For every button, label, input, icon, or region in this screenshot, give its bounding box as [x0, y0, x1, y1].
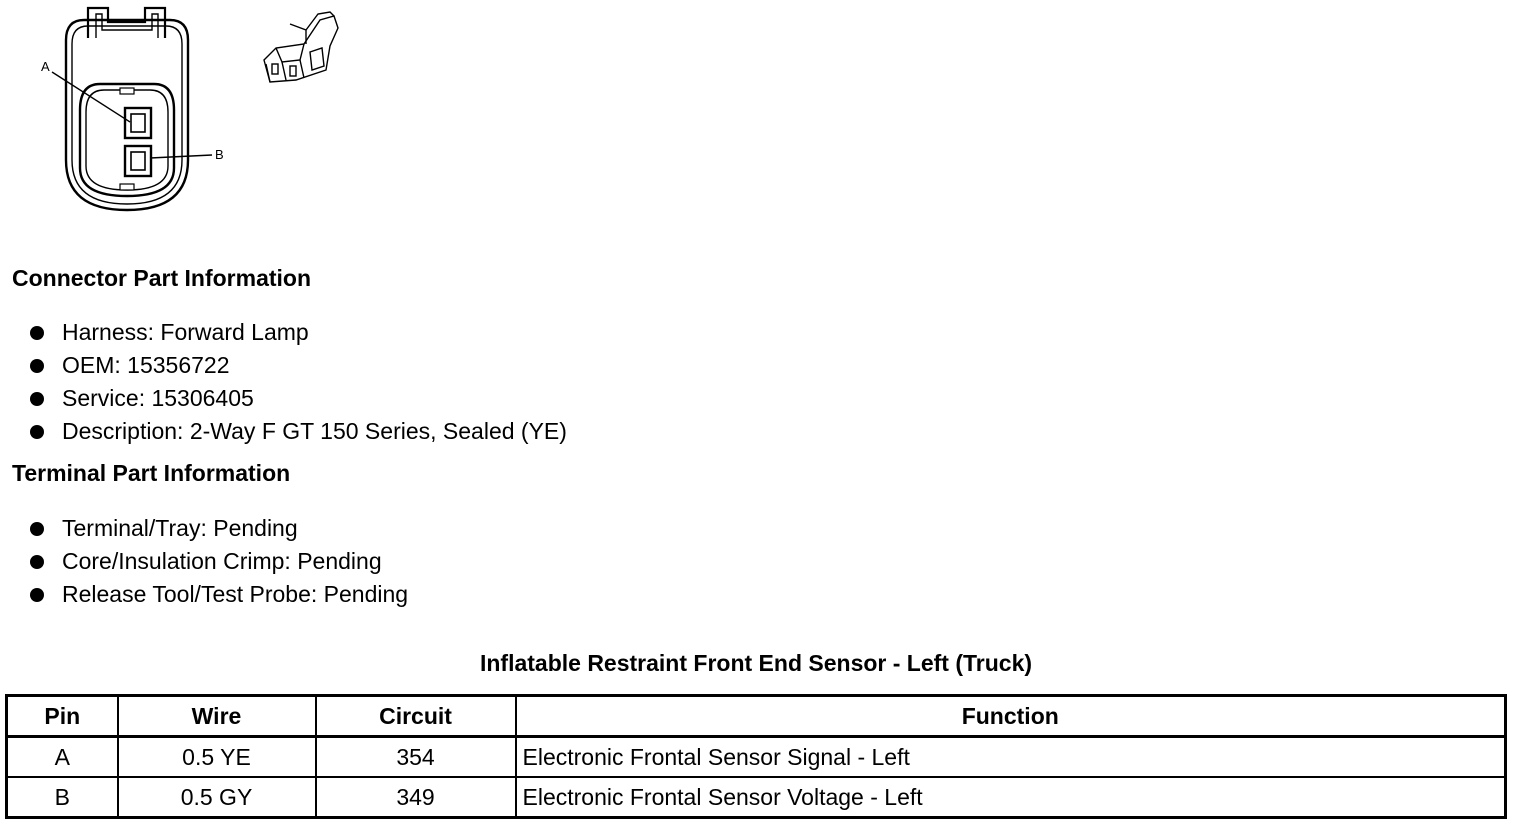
function-cell: Electronic Frontal Sensor Voltage - Left	[516, 777, 1506, 818]
connector-part-info-list	[28, 316, 567, 448]
connector-diagram	[0, 0, 360, 230]
connector-face-drawing	[0, 0, 360, 230]
wire-cell: 0.5 GY	[118, 777, 316, 818]
function-cell: Electronic Frontal Sensor Signal - Left	[516, 737, 1506, 778]
list-item: Harness: Forward Lamp	[28, 316, 567, 349]
pin-table-title: Inflatable Restraint Front End Sensor - Left (Truck)	[479, 650, 1033, 676]
column-header-function: Function	[516, 696, 1506, 737]
column-header-circuit: Circuit	[316, 696, 516, 737]
list-item: Service: 15306405	[28, 382, 567, 415]
list-item: OEM: 15356722	[28, 349, 567, 382]
connector-part-info-heading: Connector Part Information	[12, 265, 312, 291]
bullet-icon	[30, 359, 44, 373]
circuit-cell: 349	[316, 777, 516, 818]
pin-table	[5, 694, 1507, 819]
table-row	[7, 777, 1506, 818]
terminal-part-info-list	[28, 512, 408, 611]
bullet-icon	[30, 392, 44, 406]
pin-cell: A	[7, 737, 118, 778]
bullet-icon	[30, 522, 44, 536]
list-item: Core/Insulation Crimp: Pending	[28, 545, 408, 578]
callout-b-label: B	[215, 147, 224, 162]
table-row	[7, 737, 1506, 778]
column-header-wire: Wire	[118, 696, 316, 737]
wire-cell: 0.5 YE	[118, 737, 316, 778]
table-header-row	[7, 696, 1506, 737]
column-header-pin: Pin	[7, 696, 118, 737]
bullet-icon	[30, 326, 44, 340]
list-item: Description: 2-Way F GT 150 Series, Sealed (YE)	[28, 415, 567, 448]
bullet-icon	[30, 425, 44, 439]
list-item: Release Tool/Test Probe: Pending	[28, 578, 408, 611]
callout-a-label: A	[41, 59, 50, 74]
bullet-icon	[30, 555, 44, 569]
list-item: Terminal/Tray: Pending	[28, 512, 408, 545]
connector-isometric-icon	[264, 12, 338, 82]
bullet-icon	[30, 588, 44, 602]
terminal-part-info-heading: Terminal Part Information	[12, 460, 291, 486]
circuit-cell: 354	[316, 737, 516, 778]
pin-cell: B	[7, 777, 118, 818]
